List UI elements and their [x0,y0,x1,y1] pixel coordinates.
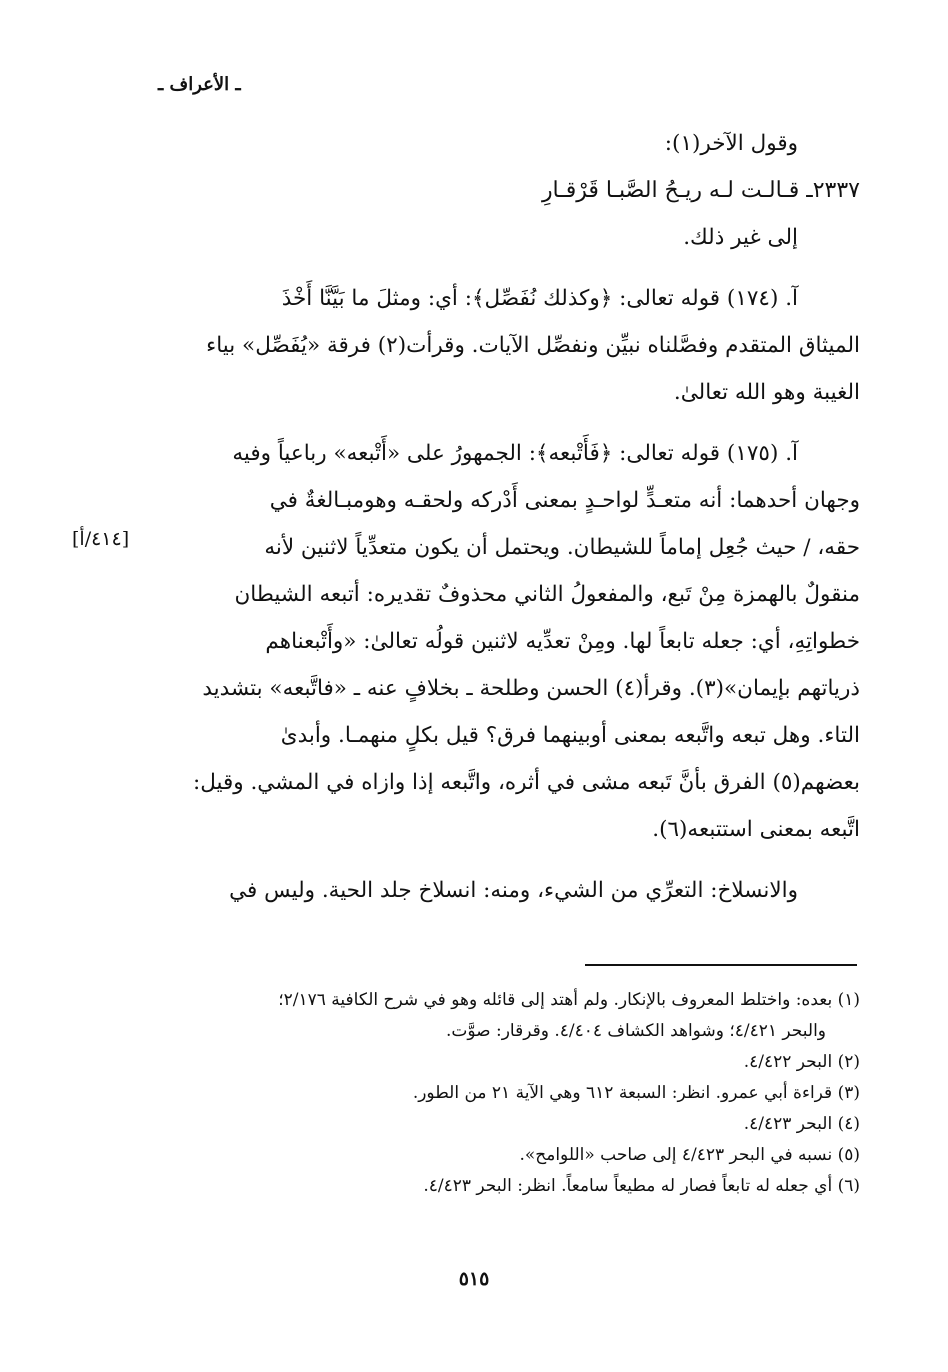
running-header: ـ الأعراف ـ [158,74,241,95]
footnote-1: (١) بعده: واختلط المعروف بالإنكار. ولم أهتد إلى قائله وهو في شرح الكافية ٢/١٧٦؛ [278,990,860,1010]
footnote-2: (٢) البحر ٤/٤٢٢. [743,1052,860,1072]
page-number: ٥١٥ [458,1268,490,1290]
text-line: والانسلاخ: التعرِّي من الشيء، ومنه: انسلاخ جلد الحية. وليس في [229,878,798,903]
verse-175-line: وجهان أحدهما: أنه متعـدٍّ لواحـدٍ بمعنى أَدْركه ولحقـه وهومبـالغةٌ في [269,488,860,513]
footnote-3: (٣) قراءة أبي عمرو. انظر: السبعة ٦١٢ وهي الآية ٢١ من الطور. [412,1083,860,1103]
verse-174-line: آ. (١٧٤) قوله تعالى: ﴿وكذلك نُفَصِّل﴾: أي: ومثلَ ما بَيَّنَّا أَخْذَ [281,286,798,311]
verse-175-line: خطواتِهِ، أي: جعله تابعاً لها. ومِنْ تعدِّيه لاثنين قولُه تعالىٰ: «وأَتْبعناهم [265,629,860,654]
verse-174-line: الميثاق المتقدم وفصَّلناه نبيِّن ونفصِّل الآيات. وقرأت(٢) فرقة «يُفَصِّل» بياء [206,333,860,358]
verse-175-line: ذرياتهم بإيمان»(٣). وقرأ(٤) الحسن وطلحة ـ بخلافٍ عنه ـ «فاتَّبعه» بتشديد [202,676,860,701]
footnote-4: (٤) البحر ٤/٤٢٣. [743,1114,860,1134]
main-text [158,120,860,914]
footnote-1-continuation: والبحر ٤/٤٢١؛ وشواهد الكشاف ٤/٤٠٤. وقرقار: صوَّت. [445,1021,826,1041]
footnote-separator [585,964,857,966]
footnote-6: (٦) أي جعله له تابعاً فصار له مطيعاً سامعاً. انظر: البحر ٤/٤٢٣. [423,1176,860,1196]
verse-175-line: بعضهم(٥) الفرق بأنَّ تَبعه مشى في أثره، واتَّبعه إذا وازاه في المشي. وقيل: [192,770,860,795]
verse-175-line: منقولٌ بالهمزة مِنْ تَبع، والمفعولُ الثاني محذوفٌ تقديره: أتبعه الشيطان [234,582,860,607]
manuscript-folio-marker: [٤١٤/أ] [72,528,130,550]
footnotes [158,985,860,1202]
footnote-5: (٥) نسبه في البحر ٤/٤٢٣ إلى صاحب «اللوامح». [519,1145,860,1165]
text-line: إلى غير ذلك. [683,225,798,250]
text-line: وقول الآخر(١): [664,131,798,156]
verse-175-line: التاء. وهل تبعه واتَّبعه بمعنى أوبينهما فرق؟ قيل بكلٍ منهمـا. وأبدىٰ [280,723,860,748]
verse-175-line: حقه، / حيث جُعِل إماماً للشيطان. ويحتمل أن يكون متعدِّياً لاثنين لأنه [264,535,860,560]
verse-175-line: اتَّبعه بمعنى استتبعه(٦). [652,817,860,842]
poetry-verse: ٢٣٣٧ـ قـالـت لـه ريـحُ الصَّبـا قَرْقـارِ [541,178,860,203]
verse-174-line: الغيبة وهو الله تعالىٰ. [673,380,860,405]
verse-175-line: آ. (١٧٥) قوله تعالى: ﴿فَأَتْبعه﴾: الجمهورُ على «أَتْبعه» رباعياً وفيه [232,441,798,466]
